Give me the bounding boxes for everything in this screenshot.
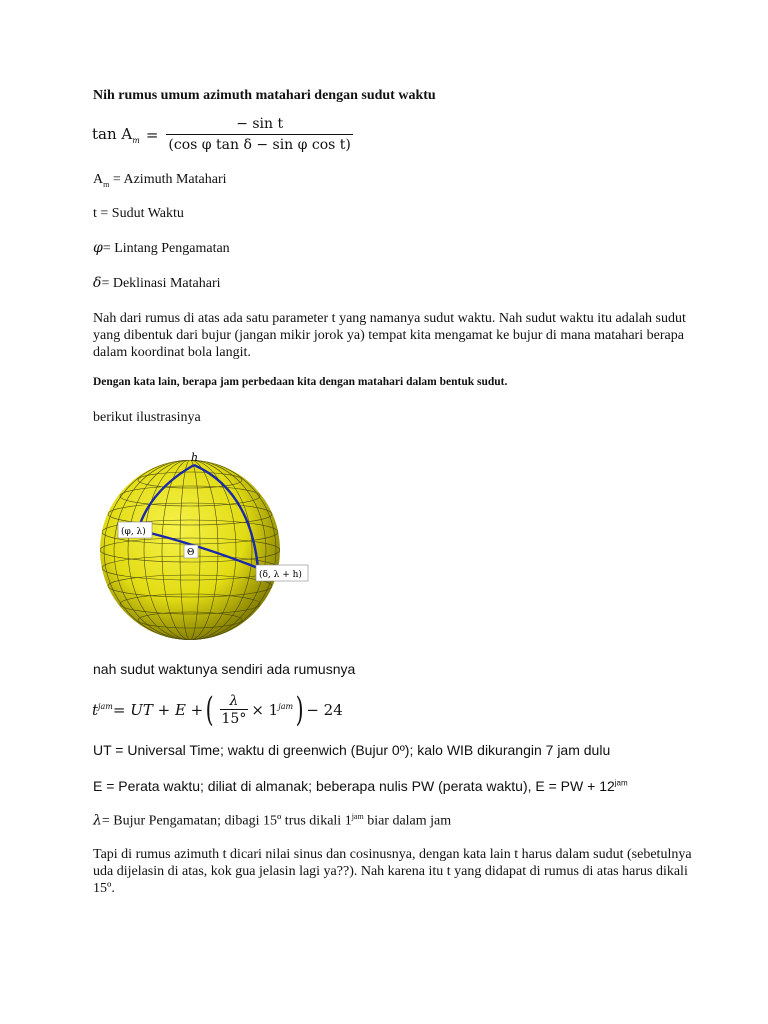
paren-close: ) — [295, 690, 304, 730]
definition-phi: φ= Lintang Pengamatan — [93, 240, 230, 256]
lambda-line: λ= Bujur Pengamatan; dibagi 15º trus dikali $1^{jam}$ biar dalam jam — [93, 812, 452, 829]
formula2-times: × $1^{jam}$ — [251, 701, 294, 719]
formula2-middle: = UT + E + — [112, 701, 204, 719]
hour-angle-formula — [92, 690, 343, 730]
definition-delta: δ= Deklinasi Matahari — [93, 275, 221, 291]
formula-denominator: (cos φ tan δ − sin φ cos t) — [166, 134, 353, 153]
heading: Nih rumus umum azimuth matahari dengan sudut waktu — [93, 88, 436, 103]
paragraph-2: Tapi di rumus azimuth t dicari nilai sinus dan cosinusnya, dengan kata lain t harus dalam sudut (sebetulnya uda dijelasin di atas, kok gua jelasin lagi ya??). Nah karena itu t yang didapat di rumus di atas harus dikali 15º. — [93, 847, 692, 896]
formula2-intro: nah sudut waktunya sendiri ada rumusnya — [93, 661, 356, 677]
formula-numerator: − sin t — [236, 116, 284, 132]
illustration-intro: berikut ilustrasinya — [93, 410, 201, 425]
bold-line: Dengan kata lain, berapa jam perbedaan kita dengan matahari dalam bentuk sudut. — [93, 376, 508, 388]
sphere-svg — [90, 450, 340, 640]
celestial-sphere-figure — [90, 450, 340, 640]
formula-equals: = — [145, 125, 159, 144]
ut-line: UT = Universal Time; waktu di greenwich (Bujur 0º); kalo WIB dikurangin 7 jam dulu — [93, 742, 611, 758]
label-phi-lambda: (φ, λ) — [121, 527, 146, 537]
formula2-fraction — [220, 693, 249, 727]
formula2-lhs: $t^{jam}$ — [92, 701, 113, 719]
definition-t: t = Sudut Waktu — [93, 206, 184, 221]
paragraph-1: Nah dari rumus di atas ada satu parameter t yang namanya sudut waktu. Nah sudut waktu itu adalah sudut yang dibentuk dari bujur (jangan mikir jorok ya) tempat kita mengamat ke bujur di mana matahari berapa dalam koordinat bola langit. — [93, 311, 686, 360]
label-theta: Θ — [187, 548, 195, 558]
e-line: E = Perata waktu; diliat di almanak; beberapa nulis PW (perata waktu), E = PW + $12^{jam}$ — [93, 778, 628, 794]
azimuth-formula — [92, 116, 353, 153]
definition-am: $A_m$ = Azimuth Matahari — [93, 172, 227, 189]
paren-open: ( — [205, 690, 214, 730]
formula2-tail: − 24 — [306, 701, 343, 719]
formula2-frac-num: λ — [229, 693, 239, 709]
formula-lhs: $\tan A_m$ — [92, 124, 140, 145]
label-delta-lambda-h: (δ, λ + h) — [259, 570, 302, 580]
formula-fraction — [166, 116, 353, 153]
formula2-frac-den: 15° — [221, 711, 247, 727]
label-h: h — [191, 451, 199, 464]
